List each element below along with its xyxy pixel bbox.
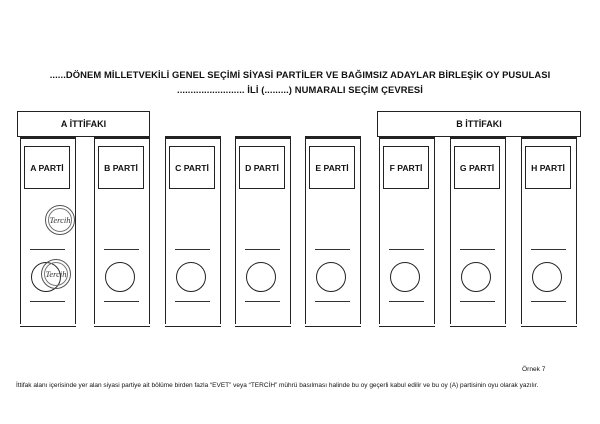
signature-line [175, 301, 210, 302]
vote-circle-h[interactable] [532, 262, 562, 292]
party-column-g [450, 136, 506, 324]
signature-line [531, 249, 566, 250]
signature-line [315, 301, 350, 302]
signature-line [460, 249, 495, 250]
party-column-d [235, 136, 291, 324]
example-label: Örnek 7 [522, 366, 546, 373]
tercih-stamp-2 [41, 259, 71, 289]
party-column-h [521, 136, 577, 324]
vote-circle-b[interactable] [105, 262, 135, 292]
party-column-a [20, 136, 76, 324]
signature-line [175, 249, 210, 250]
party-column-f [379, 136, 435, 324]
signature-line [104, 249, 139, 250]
vote-circle-f[interactable] [390, 262, 420, 292]
alliance-b-header: B İTTİFAKI [377, 111, 581, 137]
signature-line [30, 301, 65, 302]
signature-line [315, 249, 350, 250]
signature-line [245, 301, 280, 302]
party-label-b: B PARTİ [98, 146, 144, 189]
signature-line [104, 301, 139, 302]
party-label-e: E PARTİ [309, 146, 355, 189]
party-label-c: C PARTİ [169, 146, 215, 189]
ballot-title-line-2: ......................... İLİ (.........) NUMARALI SEÇİM ÇEVRESİ [176, 84, 423, 95]
party-column-e [305, 136, 361, 324]
alliance-a-header: A İTTİFAKI [17, 111, 150, 137]
footnote: İttifak alanı içerisinde yer alan siyasi partiye ait bölüme birden fazla “EVET” veya “TERCİH” mührü basılması halinde bu oy geçerli kabul edilir ve bu oy (A) partisinin oyu olarak yazılır. [16, 382, 539, 389]
party-column-b [94, 136, 150, 324]
party-label-h: H PARTİ [525, 146, 571, 189]
party-label-g: G PARTİ [454, 146, 500, 189]
vote-circle-d[interactable] [246, 262, 276, 292]
signature-line [245, 249, 280, 250]
party-label-d: D PARTİ [239, 146, 285, 189]
signature-line [389, 301, 424, 302]
tercih-stamp-1 [45, 205, 75, 235]
stamp-label: Tercih [49, 215, 71, 225]
party-label-f: F PARTİ [383, 146, 429, 189]
signature-line [531, 301, 566, 302]
party-column-c [165, 136, 221, 324]
signature-line [389, 249, 424, 250]
stamp-label: Tercih [45, 269, 67, 279]
vote-circle-g[interactable] [461, 262, 491, 292]
ballot-title-line-1: ......DÖNEM MİLLETVEKİLİ GENEL SEÇİMİ SİYASİ PARTİLER VE BAĞIMSIZ ADAYLAR BİRLEŞİK OY PUSULASI [49, 69, 551, 80]
vote-circle-c[interactable] [176, 262, 206, 292]
vote-circle-e[interactable] [316, 262, 346, 292]
party-label-a: A PARTİ [24, 146, 70, 189]
signature-line [460, 301, 495, 302]
signature-line [30, 249, 65, 250]
